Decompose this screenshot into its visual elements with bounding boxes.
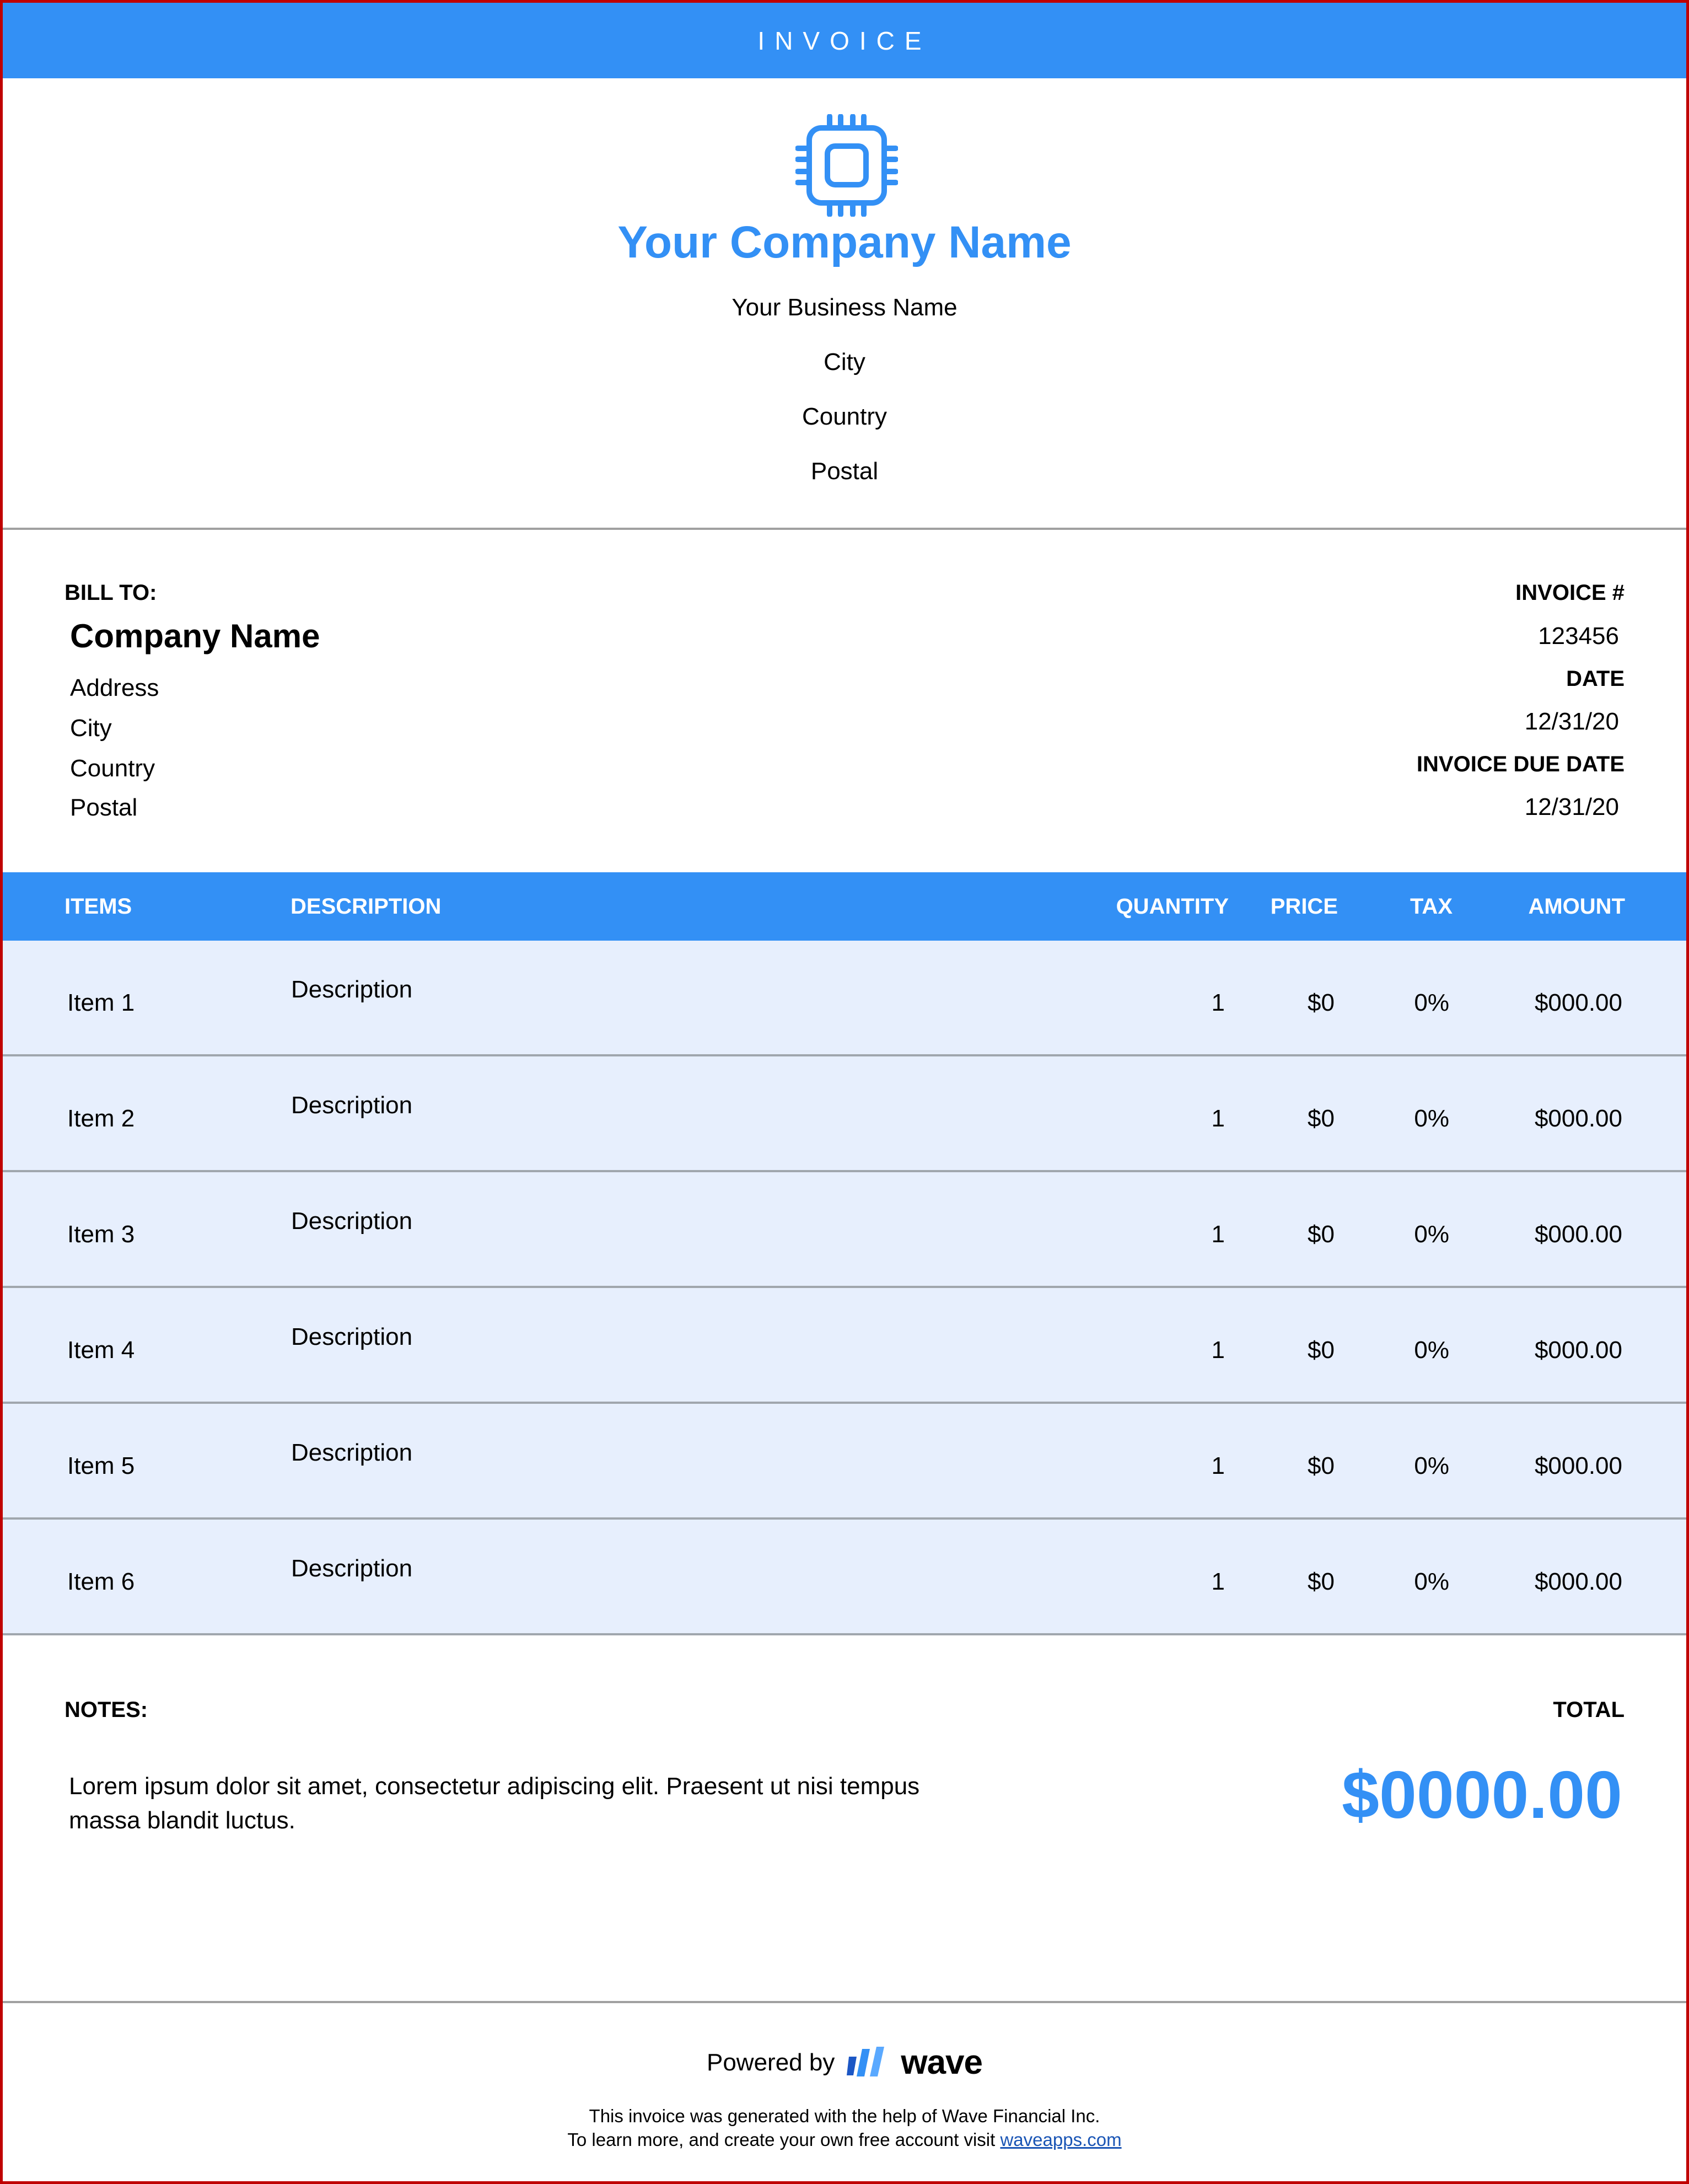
company-postal: Postal [810, 458, 879, 485]
header-items: ITEMS [64, 894, 132, 919]
table-header [3, 872, 1686, 941]
row-quantity: 1 [1211, 1221, 1225, 1248]
notes-text: Lorem ipsum dolor sit amet, consectetur adipiscing elit. Praesent ut nisi tempus massa blandit luctus. [69, 1773, 920, 1834]
row-quantity: 1 [1211, 1105, 1225, 1132]
company-country: Country [802, 403, 887, 430]
header-quantity: QUANTITY [1116, 894, 1229, 919]
row-tax: 0% [1414, 1105, 1449, 1132]
table-row [3, 1056, 1686, 1172]
row-description: Description [291, 1092, 413, 1119]
row-quantity: 1 [1211, 989, 1225, 1016]
total-label: TOTAL [1553, 1698, 1625, 1722]
row-description: Description [291, 976, 413, 1003]
table-row [3, 1172, 1686, 1288]
invoice-date-label: DATE [1566, 667, 1625, 691]
row-tax: 0% [1414, 1337, 1449, 1364]
bill-to-address: Address [70, 674, 159, 701]
row-amount: $000.00 [1534, 1452, 1622, 1479]
row-price: $0 [1308, 1105, 1335, 1132]
invoice-number: 123456 [1538, 623, 1619, 650]
wave-logo-icon [846, 2045, 890, 2081]
row-tax: 0% [1414, 1221, 1449, 1248]
row-price: $0 [1308, 1568, 1335, 1595]
row-price: $0 [1308, 1337, 1335, 1364]
divider [3, 528, 1686, 530]
footer-line-2 [3, 2129, 1686, 2150]
row-quantity: 1 [1211, 1452, 1225, 1479]
row-item: Item 5 [67, 1452, 135, 1479]
bill-to-label: BILL TO: [64, 581, 157, 605]
row-description: Description [291, 1323, 413, 1350]
company-city: City [824, 348, 865, 375]
header-tax: TAX [1410, 894, 1453, 919]
header-amount: AMOUNT [1528, 894, 1625, 919]
row-amount: $000.00 [1534, 1337, 1622, 1364]
invoice-banner [3, 3, 1686, 78]
row-description: Description [291, 1208, 413, 1235]
row-quantity: 1 [1211, 1568, 1225, 1595]
invoice-date: 12/31/20 [1524, 708, 1619, 735]
footer-line-2-text: To learn more, and create your own free account visit [567, 2129, 996, 2150]
row-description: Description [291, 1439, 413, 1466]
powered-by [3, 2043, 1686, 2082]
powered-by-text: Powered by [706, 2048, 835, 2076]
table-row [3, 1404, 1686, 1520]
wave-wordmark: wave [901, 2043, 983, 2081]
bill-to-postal: Postal [70, 794, 138, 821]
row-amount: $000.00 [1534, 1105, 1622, 1132]
bill-to-country: Country [70, 755, 155, 782]
row-item: Item 2 [67, 1105, 135, 1132]
bill-to-company: Company Name [70, 618, 320, 654]
total-amount: $0000.00 [1342, 1757, 1622, 1832]
footer-line-1: This invoice was generated with the help of Wave Financial Inc. [589, 2106, 1100, 2126]
invoice-due-date: 12/31/20 [1524, 793, 1619, 820]
notes-label: NOTES: [64, 1698, 148, 1722]
table-row [3, 1520, 1686, 1635]
business-name: Your Business Name [731, 294, 958, 321]
row-amount: $000.00 [1534, 1568, 1622, 1595]
row-item: Item 3 [67, 1221, 135, 1248]
row-item: Item 1 [67, 989, 135, 1016]
row-item: Item 4 [67, 1337, 135, 1364]
row-amount: $000.00 [1534, 989, 1622, 1016]
invoice-banner-title: INVOICE [757, 26, 932, 55]
row-item: Item 6 [67, 1568, 135, 1595]
invoice-due-date-label: INVOICE DUE DATE [1416, 752, 1625, 776]
row-description: Description [291, 1555, 413, 1582]
chip-icon [795, 114, 898, 217]
divider [3, 2001, 1686, 2003]
row-tax: 0% [1414, 1452, 1449, 1479]
row-price: $0 [1308, 1221, 1335, 1248]
bill-to-city: City [70, 715, 112, 742]
row-amount: $000.00 [1534, 1221, 1622, 1248]
row-quantity: 1 [1211, 1337, 1225, 1364]
waveapps-link[interactable]: waveapps.com [1000, 2129, 1122, 2150]
invoice-number-label: INVOICE # [1515, 581, 1625, 605]
row-price: $0 [1308, 989, 1335, 1016]
table-row [3, 1288, 1686, 1404]
company-name: Your Company Name [617, 217, 1072, 267]
row-tax: 0% [1414, 1568, 1449, 1595]
header-price: PRICE [1270, 894, 1338, 919]
row-tax: 0% [1414, 989, 1449, 1016]
row-price: $0 [1308, 1452, 1335, 1479]
header-description: DESCRIPTION [291, 894, 442, 919]
table-row [3, 941, 1686, 1056]
table-body [3, 941, 1686, 1635]
